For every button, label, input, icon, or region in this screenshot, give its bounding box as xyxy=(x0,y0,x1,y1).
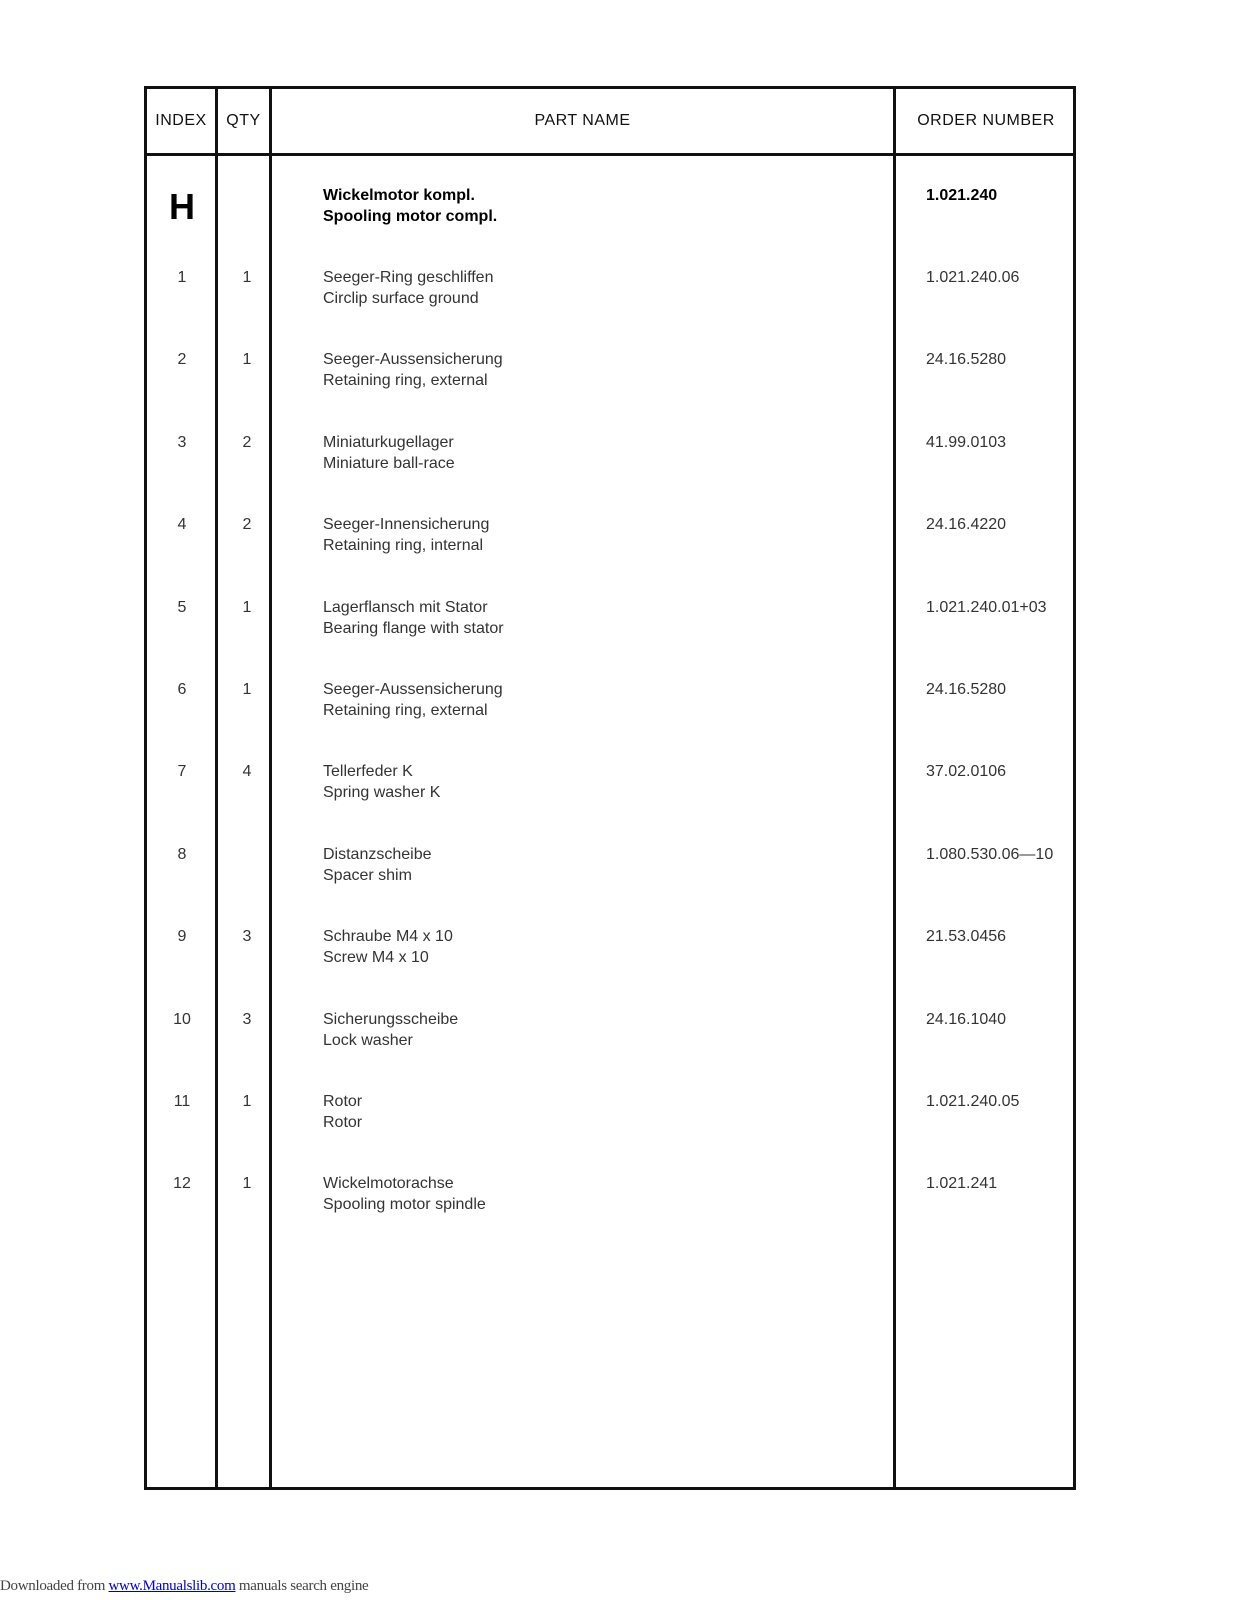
part-index: 12 xyxy=(173,1175,191,1192)
header-part-name: PART NAME xyxy=(534,112,631,129)
footer-suffix: manuals search engine xyxy=(235,1578,369,1594)
part-name xyxy=(323,514,883,556)
part-name-en: Spooling motor compl. xyxy=(323,208,498,225)
part-name xyxy=(323,1009,883,1051)
order-number: 1.021.241 xyxy=(926,1175,998,1192)
assembly-name xyxy=(323,185,883,227)
table-row xyxy=(147,349,1073,429)
part-name-en: Bearing flange with stator xyxy=(323,620,504,637)
order-number: 1.021.240 xyxy=(926,187,998,204)
table-row xyxy=(147,1091,1073,1171)
order-number: 24.16.5280 xyxy=(926,351,1007,368)
part-name xyxy=(323,926,883,968)
part-name xyxy=(323,432,883,474)
part-name-de: Lagerflansch mit Stator xyxy=(323,599,488,616)
part-name-de: Wickelmotor kompl. xyxy=(323,187,475,204)
order-number: 41.99.0103 xyxy=(926,434,1007,451)
order-number: 1.021.240.06 xyxy=(926,269,1020,286)
table-row xyxy=(147,432,1073,512)
part-index: 2 xyxy=(177,351,187,368)
part-name xyxy=(323,761,883,803)
header-qty: QTY xyxy=(226,112,261,129)
part-name-de: Wickelmotorachse xyxy=(323,1175,454,1192)
part-index: 9 xyxy=(177,928,187,945)
part-name-en: Screw M4 x 10 xyxy=(323,949,429,966)
part-name-en: Spacer shim xyxy=(323,867,412,884)
part-index: 7 xyxy=(177,763,187,780)
header-index: INDEX xyxy=(155,112,207,129)
part-name-en: Circlip surface ground xyxy=(323,290,479,307)
part-name-de: Tellerfeder K xyxy=(323,763,413,780)
part-name xyxy=(323,844,883,886)
table-row xyxy=(147,679,1073,759)
download-footer xyxy=(0,1578,368,1595)
order-number: 1.080.530.06—10 xyxy=(926,846,1054,863)
header-order-number: ORDER NUMBER xyxy=(917,112,1055,129)
part-name xyxy=(323,349,883,391)
order-number: 24.16.1040 xyxy=(926,1011,1007,1028)
order-number: 24.16.4220 xyxy=(926,516,1007,533)
part-name xyxy=(323,1091,883,1133)
part-name-en: Spring washer K xyxy=(323,784,441,801)
part-index: 11 xyxy=(173,1093,191,1110)
part-name-de: Seeger-Ring geschliffen xyxy=(323,269,494,286)
part-name-de: Rotor xyxy=(323,1093,363,1110)
part-index: 10 xyxy=(173,1011,191,1028)
part-qty: 1 xyxy=(242,351,252,368)
part-qty: 4 xyxy=(242,763,252,780)
order-number: 24.16.5280 xyxy=(926,681,1007,698)
order-number: 21.53.0456 xyxy=(926,928,1007,945)
part-name-en: Miniature ball-race xyxy=(323,455,455,472)
section-letter: H xyxy=(169,186,195,227)
table-row xyxy=(147,597,1073,677)
part-name-de: Miniaturkugellager xyxy=(323,434,454,451)
part-qty: 1 xyxy=(242,1175,252,1192)
manualslib-link[interactable]: www.Manualslib.com xyxy=(108,1578,236,1594)
table-row xyxy=(147,267,1073,347)
table-row xyxy=(147,761,1073,841)
part-qty: 1 xyxy=(242,1093,252,1110)
part-qty: 3 xyxy=(242,1011,252,1028)
table-row xyxy=(147,1009,1073,1089)
part-qty: 3 xyxy=(242,928,252,945)
part-name-de: Distanzscheibe xyxy=(323,846,432,863)
table-row xyxy=(147,926,1073,1006)
part-name-de: Seeger-Aussensicherung xyxy=(323,681,503,698)
table-row xyxy=(147,1173,1073,1253)
part-index: 5 xyxy=(177,599,187,616)
part-name-en: Rotor xyxy=(323,1114,363,1131)
part-qty: 2 xyxy=(242,516,252,533)
part-name-de: Schraube M4 x 10 xyxy=(323,928,453,945)
assembly-row xyxy=(147,185,1073,265)
part-qty: 1 xyxy=(242,599,252,616)
part-name xyxy=(323,267,883,309)
part-index: 1 xyxy=(177,269,187,286)
table-row xyxy=(147,844,1073,924)
order-number: 1.021.240.01+03 xyxy=(926,599,1047,616)
part-name xyxy=(323,1173,883,1215)
part-name-de: Seeger-Innensicherung xyxy=(323,516,490,533)
part-name-de: Sicherungsscheibe xyxy=(323,1011,459,1028)
part-index: 4 xyxy=(177,516,187,533)
part-qty: 2 xyxy=(242,434,252,451)
part-qty: 1 xyxy=(242,681,252,698)
part-name xyxy=(323,597,883,639)
part-name-en: Lock washer xyxy=(323,1032,413,1049)
part-index: 6 xyxy=(177,681,187,698)
table-row xyxy=(147,514,1073,594)
order-number: 1.021.240.05 xyxy=(926,1093,1020,1110)
part-name-en: Retaining ring, external xyxy=(323,372,488,389)
part-name-de: Seeger-Aussensicherung xyxy=(323,351,503,368)
part-index: 3 xyxy=(177,434,187,451)
part-qty: 1 xyxy=(242,269,252,286)
part-name-en: Retaining ring, internal xyxy=(323,537,484,554)
footer-prefix: Downloaded from xyxy=(0,1578,109,1594)
part-index: 8 xyxy=(177,846,187,863)
part-name xyxy=(323,679,883,721)
parts-table xyxy=(144,86,1076,1490)
header-divider xyxy=(147,153,1073,156)
order-number: 37.02.0106 xyxy=(926,763,1007,780)
part-name-en: Spooling motor spindle xyxy=(323,1196,486,1213)
part-name-en: Retaining ring, external xyxy=(323,702,488,719)
